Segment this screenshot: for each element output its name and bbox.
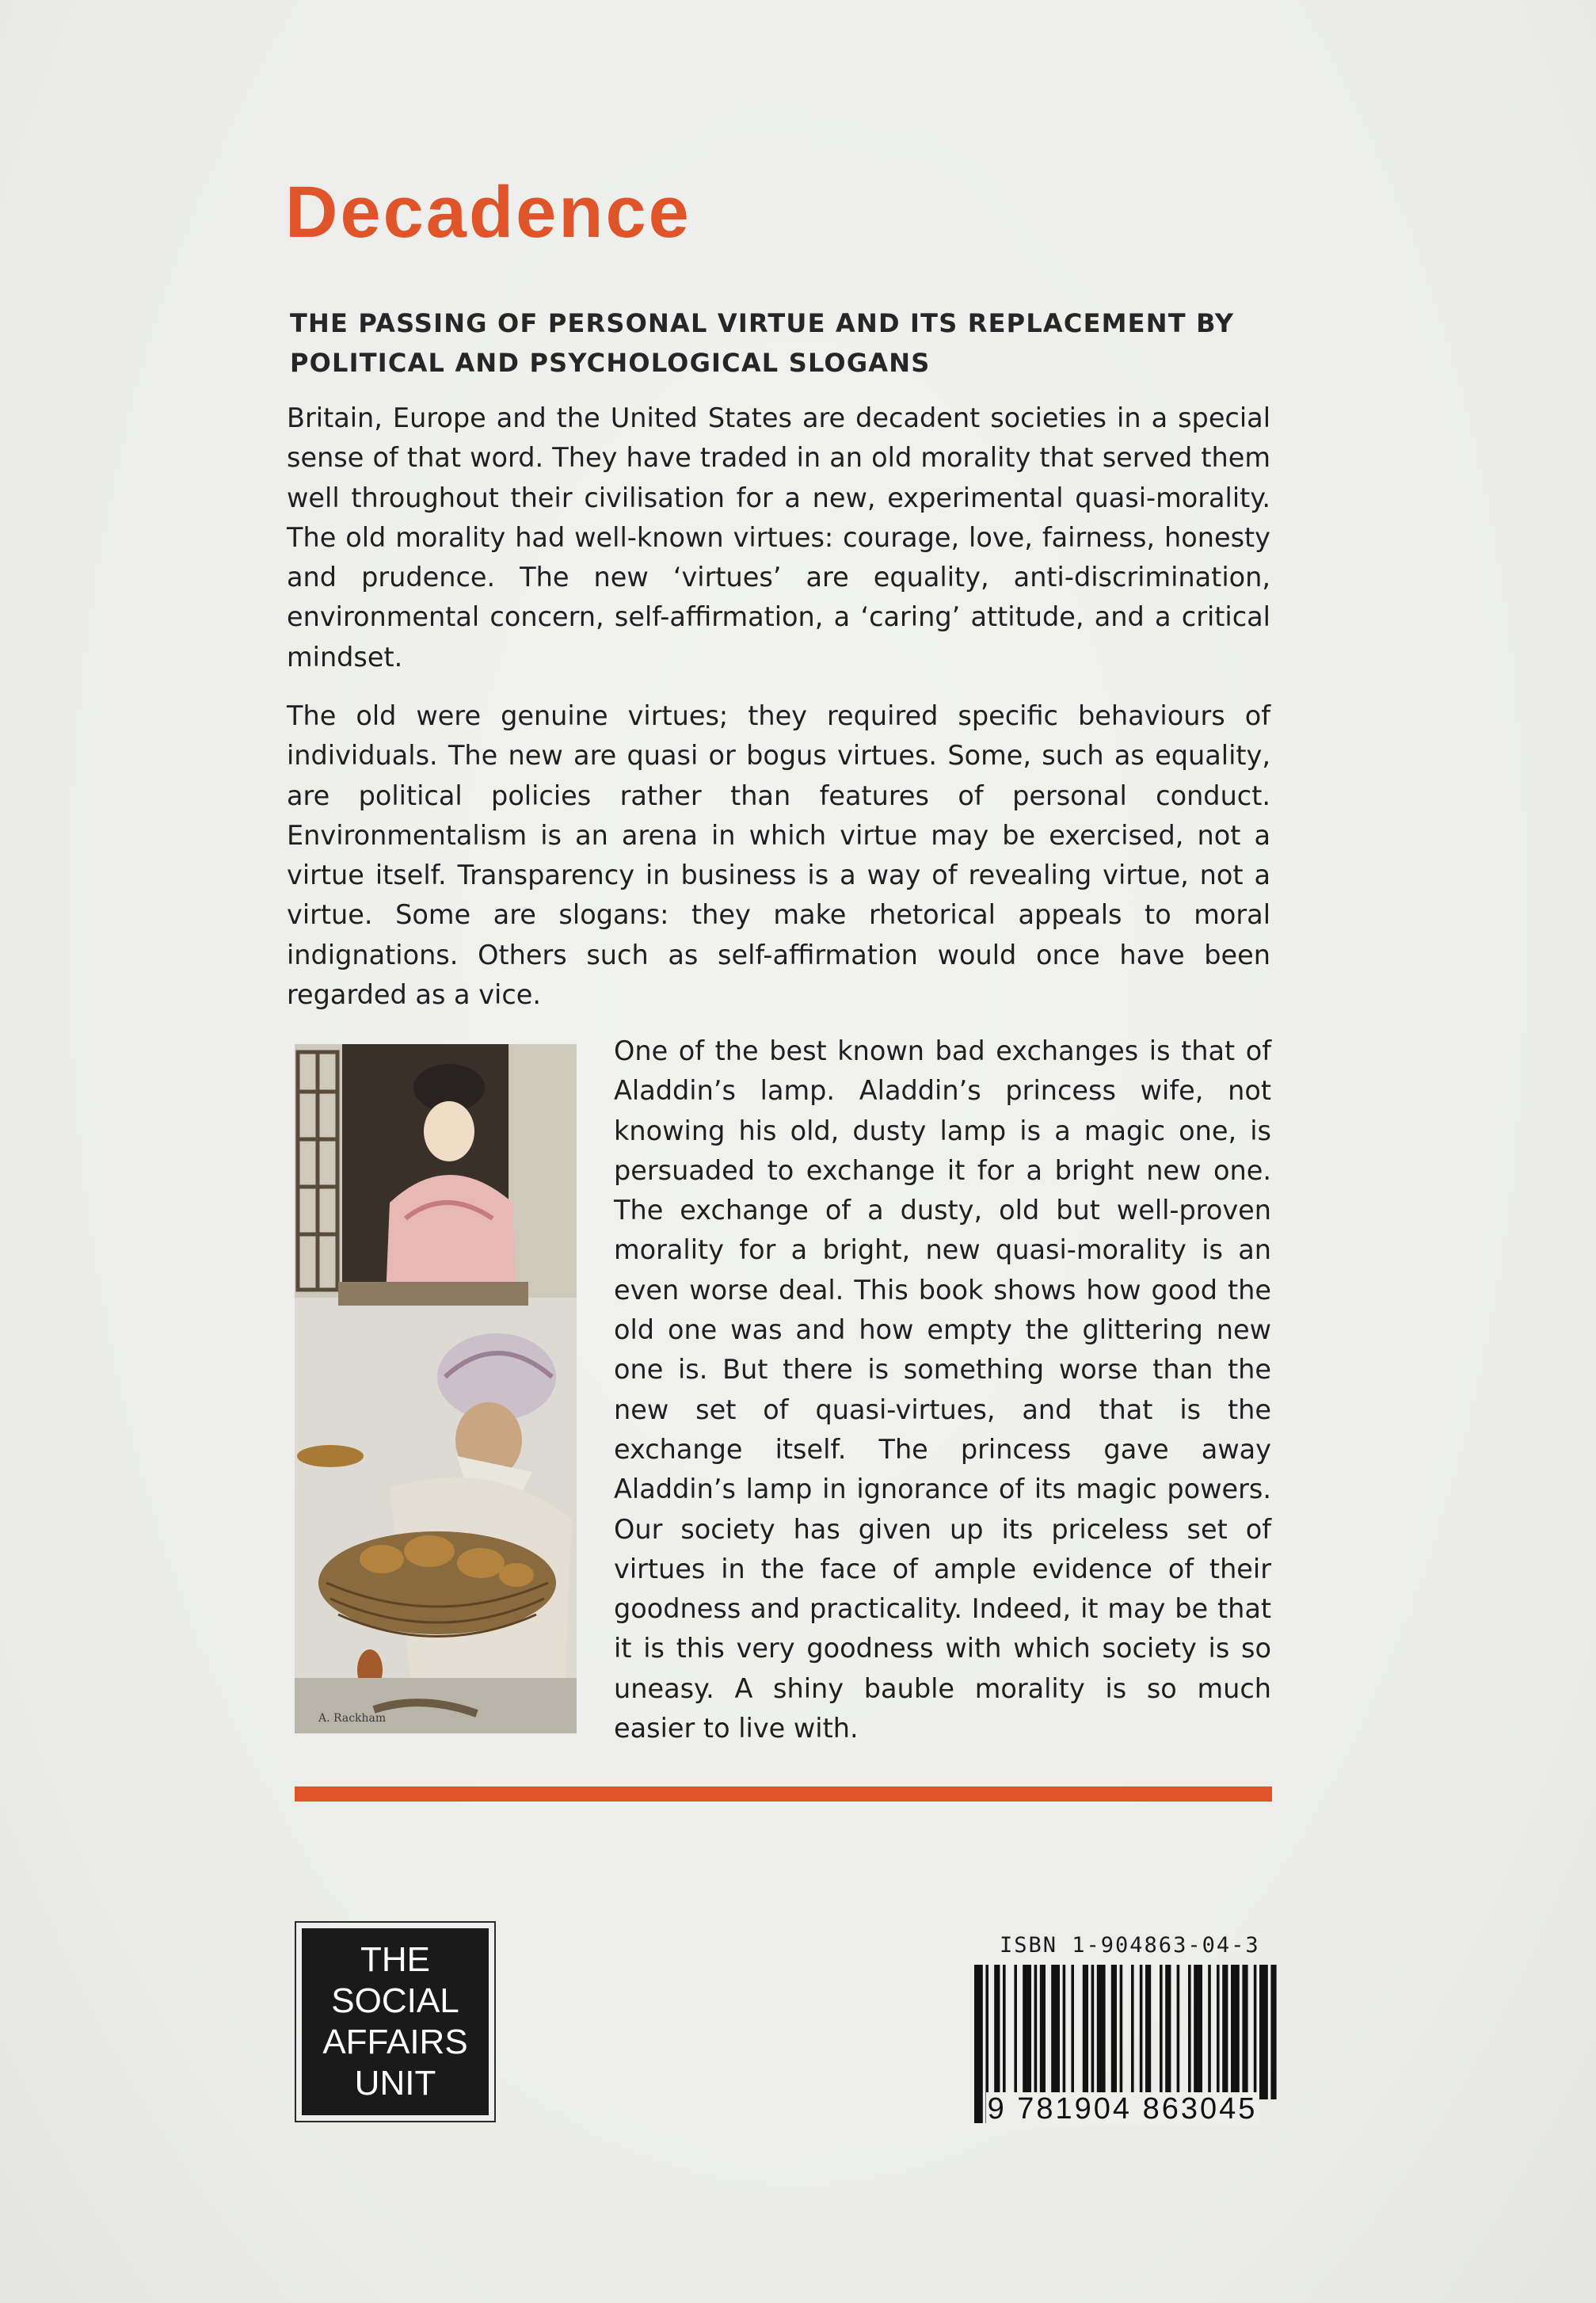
barcode-bar: [1194, 1965, 1202, 2099]
barcode-bar: [1111, 1965, 1117, 2099]
publisher-logo: [295, 1921, 496, 2122]
barcode-bar: [1145, 1965, 1151, 2099]
barcode-bar: [1063, 1965, 1066, 2099]
barcode-bar: [994, 1965, 1000, 2099]
barcode-bar: [1023, 1965, 1031, 2099]
barcode-bar: [1140, 1965, 1143, 2099]
book-subtitle: THE PASSING OF PERSONAL VIRTUE AND ITS REPLACEMENT BY POLITICAL AND PSYCHOLOGICAL SLOGANS: [290, 308, 1235, 378]
barcode-bar: [1177, 1965, 1180, 2099]
accent-divider: [295, 1786, 1272, 1802]
blurb-paragraph-3: One of the best known bad exchanges is that of Aladdin’s lamp. Aladdin’s princess wife, not knowing his old, dusty lamp is a magic one, is persuaded to exchange it for a bright new one. The exchange of a dusty, old but well-proven morality for a bright, new quasi-morality is an even worse deal. This book shows how good the old one was and how empty the glittering new one is. But there is something worse than the new set of quasi-virtues, and that is the exchange itself. The princess gave away Aladdin’s lamp in ignorance of its magic powers. Our society has given up its priceless set of virtues in the face of ample evidence of their goodness and practicality. Indeed, it may be that it is this very goodness with which society is so uneasy. A shiny bauble morality is so much easier to live with.: [614, 1035, 1271, 1744]
illustration-signature: A. Rackham: [318, 1712, 387, 1725]
barcode-bar: [1222, 1965, 1228, 2099]
barcode-bar: [1083, 1965, 1088, 2099]
barcode-bar: [1091, 1965, 1095, 2099]
barcode-bar: [1003, 1965, 1006, 2099]
barcode-bar: [1231, 1965, 1240, 2099]
blurb-paragraph-1: Britain, Europe and the United States are decadent societies in a special sense of that word. They have traded in an old morality that served them well throughout their civilisation for a new, experimental quasi-morality. The old morality had well-known virtues: courage, love, fairness, honesty and prudence. The new ‘virtues’ are equality, anti-discrimination, environmental concern, self-affirmation, a ‘caring’ attitude, and a critical mindset.: [287, 402, 1270, 673]
barcode-bar: [1071, 1965, 1074, 2099]
barcode-bar: [1254, 1965, 1257, 2099]
barcode-bar: [1259, 1965, 1268, 2099]
barcode-bar: [1160, 1965, 1163, 2099]
publisher-logo-line: THE: [360, 1940, 430, 1979]
barcode-bar: [1051, 1965, 1060, 2099]
barcode-bar: [1242, 1965, 1247, 2099]
publisher-logo-line: AFFAIRS: [322, 2023, 468, 2061]
isbn-label: ISBN 1-904863-04-3: [1000, 1933, 1260, 1958]
barcode-bar: [1034, 1965, 1038, 2099]
barcode-bar: [1188, 1965, 1191, 2099]
barcode-number: 9 781904 863045: [987, 2092, 1258, 2126]
barcode-bar: [1120, 1965, 1123, 2099]
barcode-bar: [1165, 1965, 1171, 2099]
blurb-paragraph-2: The old were genuine virtues; they required specific behaviours of individuals. The new are quasi or bogus virtues. Some, such as equality, are political policies rather than features of personal conduct. Environmentalism is an arena in which virtue may be exercised, not a virtue itself. Transparency in business is a way of revealing virtue, not a virtue. Some are slogans: they make rhetorical appeals to moral indignations. Others such as self-affirmation would once have been regarded as a vice.: [287, 700, 1270, 1011]
publisher-logo-line: SOCIAL: [331, 1981, 459, 2020]
publisher-logo-box: [302, 1928, 489, 2115]
aladdin-lamp-illustration-icon: [295, 1044, 577, 1733]
barcode-bar: [1097, 1965, 1106, 2099]
barcode-digits: [968, 2089, 1277, 2129]
barcode-bar: [1208, 1965, 1211, 2099]
publisher-logo-line: UNIT: [354, 2064, 436, 2103]
barcode-bar: [1270, 1965, 1276, 2099]
barcode-bar: [1040, 1965, 1046, 2099]
barcode-bar: [1217, 1965, 1220, 2099]
barcode-bar: [1014, 1965, 1017, 2099]
book-title: Decadence: [285, 172, 691, 253]
